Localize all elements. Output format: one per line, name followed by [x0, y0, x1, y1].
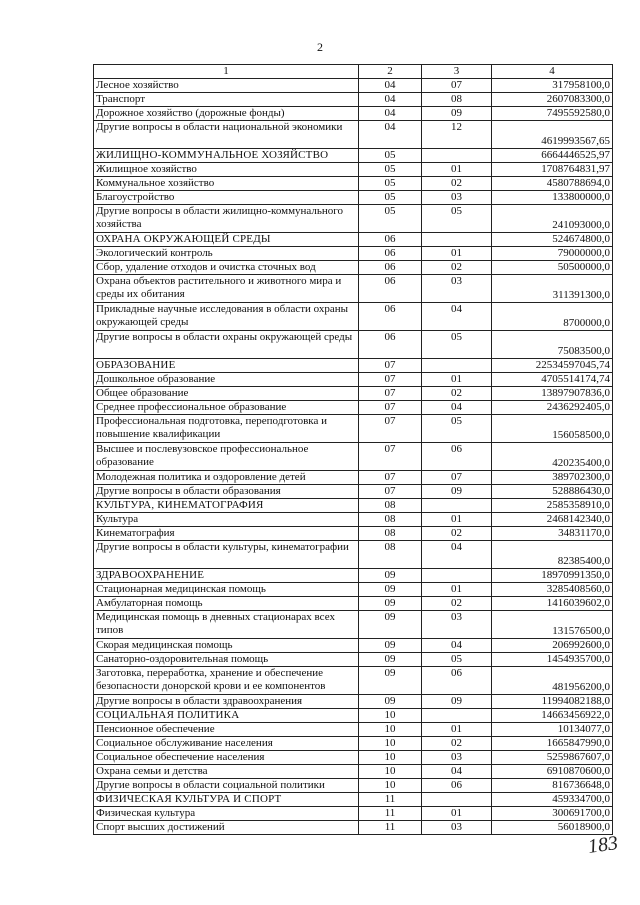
table-row: [94, 247, 613, 261]
table-row: [94, 541, 613, 569]
row-name: ОХРАНА ОКРУЖАЮЩЕЙ СРЕДЫ: [94, 233, 359, 247]
header-col-1: 1: [94, 65, 359, 79]
row-section-code: 07: [359, 443, 422, 471]
row-amount: 6664446525,97: [492, 149, 613, 163]
budget-table: [93, 64, 613, 835]
row-name: Другие вопросы в области национальной экономики: [94, 121, 359, 149]
row-section-code: 04: [359, 107, 422, 121]
row-subsection-code: 04: [422, 541, 492, 569]
row-amount: 206992600,0: [492, 639, 613, 653]
table-row: [94, 303, 613, 331]
row-subsection-code: 01: [422, 807, 492, 821]
row-amount: 4619993567,65: [492, 121, 613, 149]
row-name: Коммунальное хозяйство: [94, 177, 359, 191]
row-name: Другие вопросы в области жилищно-коммунального хозяйства: [94, 205, 359, 233]
row-amount: 317958100,0: [492, 79, 613, 93]
row-subsection-code: 05: [422, 331, 492, 359]
row-amount: 1665847990,0: [492, 737, 613, 751]
row-section-code: 07: [359, 485, 422, 499]
row-name: Социальное обеспечение населения: [94, 751, 359, 765]
row-section-code: 10: [359, 709, 422, 723]
table-row: [94, 807, 613, 821]
row-amount: 13897907836,0: [492, 387, 613, 401]
row-name: Общее образование: [94, 387, 359, 401]
table-row: [94, 79, 613, 93]
row-section-code: 08: [359, 541, 422, 569]
row-section-code: 09: [359, 569, 422, 583]
row-amount: 10134077,0: [492, 723, 613, 737]
row-section-code: 10: [359, 737, 422, 751]
row-name: Стационарная медицинская помощь: [94, 583, 359, 597]
row-section-code: 06: [359, 233, 422, 247]
table-row: [94, 499, 613, 513]
row-subsection-code: 06: [422, 667, 492, 695]
row-subsection-code: 02: [422, 527, 492, 541]
row-section-code: 09: [359, 597, 422, 611]
row-section-code: 08: [359, 513, 422, 527]
row-subsection-code: [422, 233, 492, 247]
row-name: Сбор, удаление отходов и очистка сточных вод: [94, 261, 359, 275]
row-section-code: 05: [359, 177, 422, 191]
table-row: [94, 373, 613, 387]
row-amount: 459334700,0: [492, 793, 613, 807]
row-subsection-code: [422, 499, 492, 513]
row-amount: 420235400,0: [492, 443, 613, 471]
row-amount: 1708764831,97: [492, 163, 613, 177]
row-subsection-code: 04: [422, 401, 492, 415]
row-subsection-code: [422, 793, 492, 807]
row-section-code: 09: [359, 639, 422, 653]
row-amount: 1416039602,0: [492, 597, 613, 611]
row-name: ФИЗИЧЕСКАЯ КУЛЬТУРА И СПОРТ: [94, 793, 359, 807]
row-name: Экологический контроль: [94, 247, 359, 261]
row-name: Дорожное хозяйство (дорожные фонды): [94, 107, 359, 121]
table-row: [94, 401, 613, 415]
row-section-code: 08: [359, 527, 422, 541]
row-amount: 241093000,0: [492, 205, 613, 233]
header-col-4: 4: [492, 65, 613, 79]
row-subsection-code: 01: [422, 583, 492, 597]
table-row: [94, 639, 613, 653]
row-name: Скорая медицинская помощь: [94, 639, 359, 653]
table-row: [94, 569, 613, 583]
row-amount: 2468142340,0: [492, 513, 613, 527]
row-name: Охрана объектов растительного и животного мира и среды их обитания: [94, 275, 359, 303]
row-subsection-code: 12: [422, 121, 492, 149]
row-amount: 389702300,0: [492, 471, 613, 485]
row-section-code: 06: [359, 303, 422, 331]
table-row: [94, 709, 613, 723]
table-row: [94, 275, 613, 303]
row-section-code: 10: [359, 751, 422, 765]
row-subsection-code: 05: [422, 205, 492, 233]
row-name: Благоустройство: [94, 191, 359, 205]
table-row: [94, 737, 613, 751]
handwritten-page-number: 183: [586, 832, 620, 858]
table-row: [94, 163, 613, 177]
row-section-code: 10: [359, 765, 422, 779]
row-section-code: 10: [359, 723, 422, 737]
table-row: [94, 149, 613, 163]
row-name: Прикладные научные исследования в области охраны окружающей среды: [94, 303, 359, 331]
row-name: Другие вопросы в области культуры, кинематографии: [94, 541, 359, 569]
row-name: Пенсионное обеспечение: [94, 723, 359, 737]
row-amount: 18970991350,0: [492, 569, 613, 583]
row-section-code: 10: [359, 779, 422, 793]
row-amount: 156058500,0: [492, 415, 613, 443]
row-subsection-code: [422, 569, 492, 583]
row-amount: 75083500,0: [492, 331, 613, 359]
row-name: Дошкольное образование: [94, 373, 359, 387]
row-subsection-code: [422, 359, 492, 373]
row-subsection-code: 02: [422, 387, 492, 401]
row-amount: 2607083300,0: [492, 93, 613, 107]
row-section-code: 07: [359, 471, 422, 485]
row-name: Молодежная политика и оздоровление детей: [94, 471, 359, 485]
row-subsection-code: 09: [422, 485, 492, 499]
row-section-code: 11: [359, 821, 422, 835]
table-row: [94, 583, 613, 597]
row-section-code: 04: [359, 93, 422, 107]
row-subsection-code: 07: [422, 471, 492, 485]
row-subsection-code: 03: [422, 821, 492, 835]
row-section-code: 09: [359, 667, 422, 695]
row-subsection-code: 06: [422, 443, 492, 471]
page-number: 2: [317, 40, 323, 54]
row-name: ЖИЛИЩНО-КОММУНАЛЬНОЕ ХОЗЯЙСТВО: [94, 149, 359, 163]
table-row: [94, 191, 613, 205]
row-name: Высшее и послевузовское профессиональное образование: [94, 443, 359, 471]
row-name: ЗДРАВООХРАНЕНИЕ: [94, 569, 359, 583]
row-amount: 3285408560,0: [492, 583, 613, 597]
table-row: [94, 779, 613, 793]
row-amount: 133800000,0: [492, 191, 613, 205]
row-subsection-code: 04: [422, 639, 492, 653]
table-row: [94, 695, 613, 709]
table-row: [94, 359, 613, 373]
row-subsection-code: [422, 709, 492, 723]
header-col-3: 3: [422, 65, 492, 79]
table-row: [94, 233, 613, 247]
row-section-code: 07: [359, 401, 422, 415]
row-name: Охрана семьи и детства: [94, 765, 359, 779]
row-subsection-code: 09: [422, 695, 492, 709]
row-name: Среднее профессиональное образование: [94, 401, 359, 415]
row-section-code: 04: [359, 79, 422, 93]
row-amount: 50500000,0: [492, 261, 613, 275]
row-section-code: 05: [359, 149, 422, 163]
row-name: Спорт высших достижений: [94, 821, 359, 835]
table-row: [94, 121, 613, 149]
row-subsection-code: 04: [422, 303, 492, 331]
row-section-code: 06: [359, 247, 422, 261]
row-name: ОБРАЗОВАНИЕ: [94, 359, 359, 373]
table-row: [94, 821, 613, 835]
row-amount: 7495592580,0: [492, 107, 613, 121]
row-subsection-code: 01: [422, 513, 492, 527]
row-name: Другие вопросы в области образования: [94, 485, 359, 499]
row-amount: 4705514174,74: [492, 373, 613, 387]
row-section-code: 08: [359, 499, 422, 513]
row-name: СОЦИАЛЬНАЯ ПОЛИТИКА: [94, 709, 359, 723]
row-name: Кинематография: [94, 527, 359, 541]
row-name: Социальное обслуживание населения: [94, 737, 359, 751]
row-subsection-code: 08: [422, 93, 492, 107]
row-subsection-code: 02: [422, 597, 492, 611]
row-name: Транспорт: [94, 93, 359, 107]
row-subsection-code: 05: [422, 415, 492, 443]
row-amount: 131576500,0: [492, 611, 613, 639]
row-subsection-code: 06: [422, 779, 492, 793]
row-section-code: 07: [359, 359, 422, 373]
row-amount: 6910870600,0: [492, 765, 613, 779]
header-col-2: 2: [359, 65, 422, 79]
row-subsection-code: 01: [422, 723, 492, 737]
row-subsection-code: 03: [422, 191, 492, 205]
row-name: Другие вопросы в области социальной политики: [94, 779, 359, 793]
row-section-code: 05: [359, 191, 422, 205]
table-row: [94, 751, 613, 765]
row-name: Жилищное хозяйство: [94, 163, 359, 177]
row-section-code: 07: [359, 415, 422, 443]
table-row: [94, 415, 613, 443]
row-amount: 2436292405,0: [492, 401, 613, 415]
table-row: [94, 261, 613, 275]
table-row: [94, 331, 613, 359]
table-row: [94, 793, 613, 807]
row-subsection-code: 01: [422, 373, 492, 387]
row-subsection-code: 07: [422, 79, 492, 93]
row-section-code: 11: [359, 807, 422, 821]
row-section-code: 11: [359, 793, 422, 807]
table-row: [94, 611, 613, 639]
row-amount: 82385400,0: [492, 541, 613, 569]
row-section-code: 06: [359, 331, 422, 359]
row-name: Другие вопросы в области здравоохранения: [94, 695, 359, 709]
row-amount: 524674800,0: [492, 233, 613, 247]
row-subsection-code: 03: [422, 611, 492, 639]
row-name: Профессиональная подготовка, переподготовка и повышение квалификации: [94, 415, 359, 443]
row-section-code: 06: [359, 275, 422, 303]
row-amount: 300691700,0: [492, 807, 613, 821]
row-amount: 481956200,0: [492, 667, 613, 695]
table-row: [94, 177, 613, 191]
row-section-code: 04: [359, 121, 422, 149]
table-row: [94, 485, 613, 499]
table-row: [94, 765, 613, 779]
row-section-code: 09: [359, 653, 422, 667]
row-amount: 4580788694,0: [492, 177, 613, 191]
row-name: Санаторно-оздоровительная помощь: [94, 653, 359, 667]
table-row: [94, 471, 613, 485]
row-amount: 14663456922,0: [492, 709, 613, 723]
table-row: [94, 93, 613, 107]
row-amount: 22534597045,74: [492, 359, 613, 373]
row-subsection-code: 01: [422, 247, 492, 261]
row-amount: 34831170,0: [492, 527, 613, 541]
table-row: [94, 513, 613, 527]
row-section-code: 05: [359, 163, 422, 177]
row-subsection-code: 04: [422, 765, 492, 779]
row-amount: 5259867607,0: [492, 751, 613, 765]
row-amount: 1454935700,0: [492, 653, 613, 667]
table-row: [94, 723, 613, 737]
row-section-code: 09: [359, 583, 422, 597]
row-subsection-code: 03: [422, 275, 492, 303]
row-name: Заготовка, переработка, хранение и обеспечение безопасности донорской крови и ее компонентов: [94, 667, 359, 695]
row-name: Другие вопросы в области охраны окружающей среды: [94, 331, 359, 359]
row-subsection-code: 01: [422, 163, 492, 177]
table-row: [94, 527, 613, 541]
row-section-code: 06: [359, 261, 422, 275]
row-section-code: 07: [359, 387, 422, 401]
row-name: Физическая культура: [94, 807, 359, 821]
row-name: Амбулаторная помощь: [94, 597, 359, 611]
row-amount: 11994082188,0: [492, 695, 613, 709]
row-amount: 2585358910,0: [492, 499, 613, 513]
row-amount: 56018900,0: [492, 821, 613, 835]
row-name: Лесное хозяйство: [94, 79, 359, 93]
row-name: Медицинская помощь в дневных стационарах всех типов: [94, 611, 359, 639]
table-header-row: [94, 65, 613, 79]
table-row: [94, 443, 613, 471]
row-name: КУЛЬТУРА, КИНЕМАТОГРАФИЯ: [94, 499, 359, 513]
row-subsection-code: [422, 149, 492, 163]
row-subsection-code: 02: [422, 261, 492, 275]
row-amount: 311391300,0: [492, 275, 613, 303]
table-row: [94, 107, 613, 121]
row-subsection-code: 03: [422, 751, 492, 765]
row-amount: 8700000,0: [492, 303, 613, 331]
row-section-code: 09: [359, 611, 422, 639]
row-name: Культура: [94, 513, 359, 527]
row-section-code: 07: [359, 373, 422, 387]
table-row: [94, 387, 613, 401]
row-subsection-code: 02: [422, 177, 492, 191]
row-amount: 528886430,0: [492, 485, 613, 499]
row-amount: 816736648,0: [492, 779, 613, 793]
row-amount: 79000000,0: [492, 247, 613, 261]
row-subsection-code: 02: [422, 737, 492, 751]
row-subsection-code: 05: [422, 653, 492, 667]
table-row: [94, 653, 613, 667]
row-section-code: 05: [359, 205, 422, 233]
row-section-code: 09: [359, 695, 422, 709]
row-subsection-code: 09: [422, 107, 492, 121]
table-row: [94, 205, 613, 233]
table-row: [94, 667, 613, 695]
table-row: [94, 597, 613, 611]
